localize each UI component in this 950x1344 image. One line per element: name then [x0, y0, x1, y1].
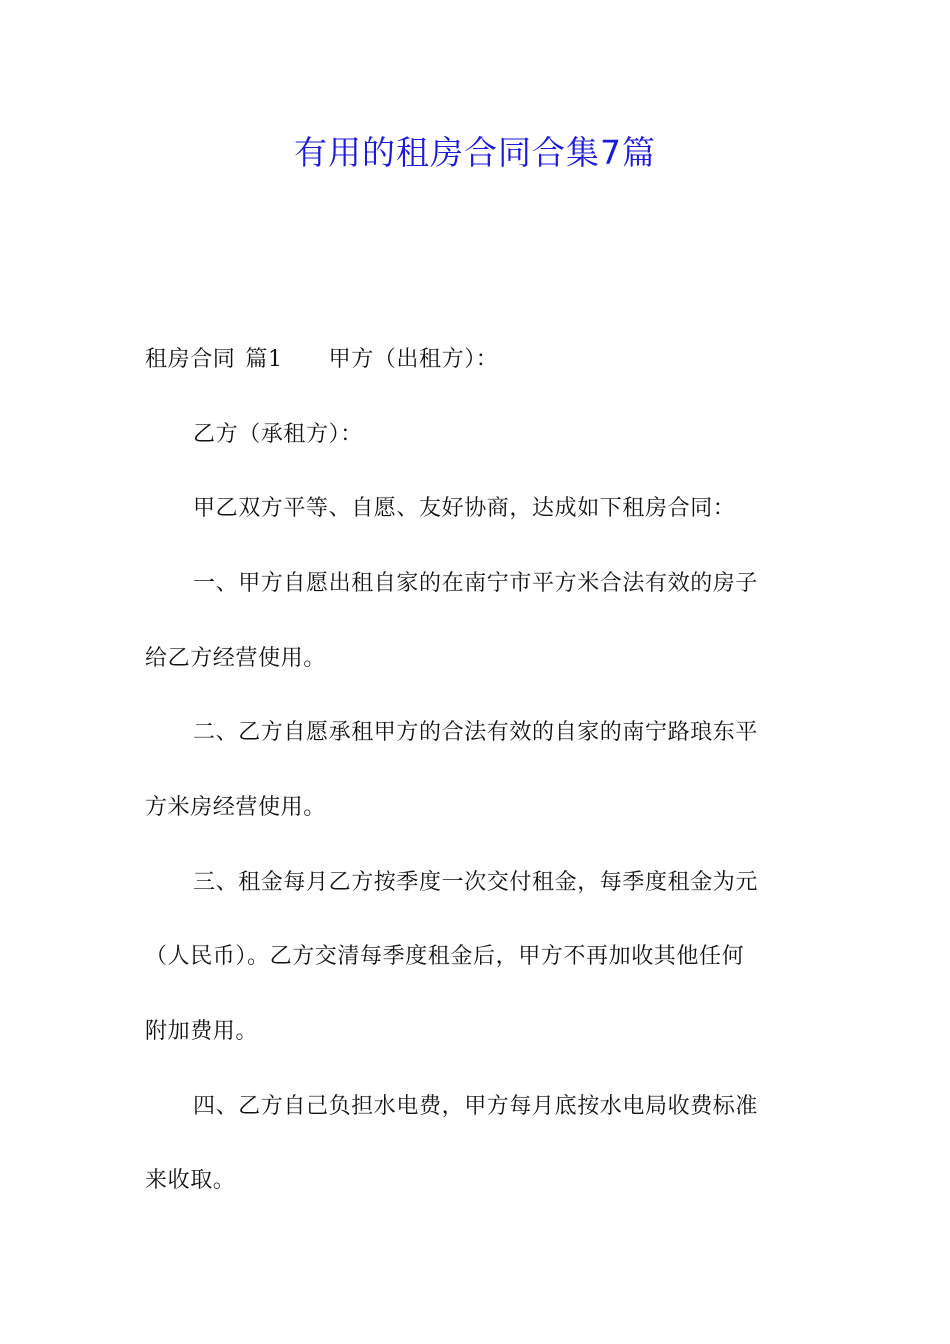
clause-2-line-1: 二、乙方自愿承租甲方的合法有效的自家的南宁路琅东平	[193, 720, 759, 745]
document-title: 有用的租房合同合集7篇	[294, 133, 656, 172]
paragraph-intro: 甲乙双方平等、自愿、友好协商，达成如下租房合同：	[193, 496, 736, 521]
clause-3-line-1: 三、租金每月乙方按季度一次交付租金，每季度租金为元	[193, 870, 759, 895]
party-a-label: 甲方（出租方）：	[328, 347, 499, 372]
clause-4-line-2: 来收取。	[145, 1168, 236, 1193]
clause-2-line-2: 方米房经营使用。	[145, 795, 326, 820]
section-heading-line	[145, 342, 810, 378]
section-number: 篇1	[245, 347, 283, 372]
clause-3-line-2: （人民币）。乙方交清每季度租金后，甲方不再加收其他任何	[145, 944, 745, 969]
clause-4-line-1: 四、乙方自己负担水电费，甲方每月底按水电局收费标准	[193, 1094, 759, 1119]
clause-3-line-3: 附加费用。	[145, 1019, 259, 1044]
clause-1-line-2: 给乙方经营使用。	[145, 646, 326, 671]
party-b-label: 乙方（承租方）：	[193, 422, 363, 447]
clause-1-line-1: 一、甲方自愿出租自家的在南宁市平方米合法有效的房子	[193, 571, 759, 596]
section-label: 租房合同	[145, 347, 236, 372]
